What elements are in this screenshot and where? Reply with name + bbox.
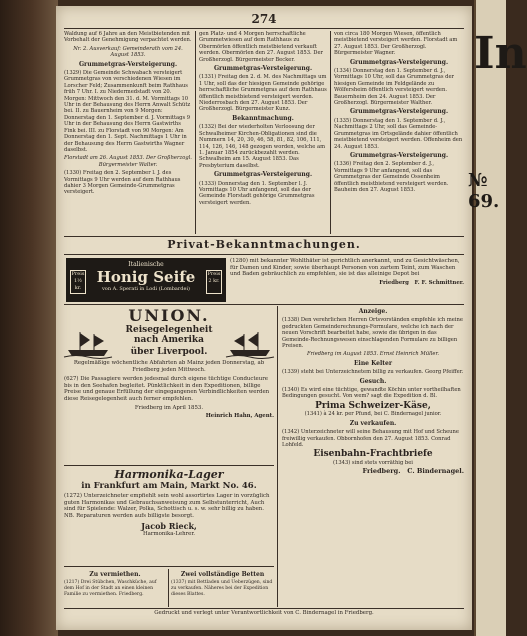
union-emigration-ad <box>64 306 274 464</box>
notice-text: (1332) Bei der wiederholten Verloosung der Schwalheimer Kirchen-Obligationen sind die Nummern 14, 20, 30, 46, 58, 81, 82, 106, 111, 114, 126, 146, 148 gezogen worden, welche am 1. Januar 1854 zurückbezahlt werden. Schwalheim am 15. August 1853. Das Presbyterium daselbst. <box>199 124 325 169</box>
notice-text: (1336) Freitag den 2. September d. J., Vormittags 9 Uhr anfangend, soll das Grummetgras der Gemeinde Ossenheim öffentlich meistbietend versteigert werden. Bauheim den 27. August 1853. <box>334 161 449 193</box>
section-rule <box>64 254 464 255</box>
harmonika-ad <box>64 468 274 538</box>
notice-text: (1334) Donnerstag den 1. September d. J., Vormittags 10 Uhr, soll das Grummetgras der hiesigen Gemeinde im Feldgelände zu Wölfersheim öffentlich versteigert werden. Bauernheim den 24. August 1853. Der Großherzogl. Bürgermeister Walther. <box>334 68 455 107</box>
private-announcements-banner: Privat-Bekanntmachungen. <box>167 238 361 251</box>
union-subtitle: Reisegelegenheit nach Amerika <box>125 325 213 345</box>
right-ads-column <box>282 306 464 607</box>
soap-origin: Italienische <box>128 261 164 268</box>
union-place: Friedberg im April 1853. <box>134 404 204 411</box>
column-divider <box>277 306 278 607</box>
harmonika-trade: Harmonika-Lehrer. <box>142 531 196 538</box>
notice-text: von circa 180 Morgen Wiesen, öffentlich meistbietend versteigert werden. Florstadt am 27. August 1853. Der Großherzogl. Bürgermeister Wagner. <box>334 31 458 57</box>
newspaper-page <box>56 6 472 630</box>
adjacent-page-issue-number: № 69. <box>468 170 500 212</box>
notice-text: (1333) Donnerstag den 1. September l. J. Vormittags 10 Uhr anfangend, soll das der Gemeinde Florstadt gehörige Grummetgras versteigert werden. <box>199 180 315 206</box>
printer-footer: Gedruckt und verlegt unter Verantwortlichkeit von C. Bindernagel in Friedberg. <box>154 610 374 616</box>
notice-text: Waldung auf 6 Jahre an den Meistbietenden mit Vorbehalt der Genehmigung verpachtet werden. <box>64 31 192 44</box>
section-rule <box>64 236 464 237</box>
cheese-heading: Prima Schweizer-Käse, <box>315 400 431 411</box>
union-text: (627) Die Passagiere werden jedesmal durch eigene tüchtige Conducteure bis in den Seehafen begleitet. Pünktlichkeit in den Expeditionen, billige Preise und genaue Erfüllung der eingegangenen Verbindlichkeiten werden diese Reisegelegenheit auch ferner empfehlen. <box>64 376 270 402</box>
notice-heading: Grummetgras-Versteigerung. <box>213 171 313 179</box>
notice-text: gen Platz- und 4 Morgen herrschaftliche Grummetwiesen auf dem Rathhaus zu Obermörlen öffentlich meistbietend verkauft werden. Obermörlen den 27. August 1853. Der Großherzogl. Bürgermeister Becker. <box>199 31 324 63</box>
ad-text: (1338) Den verehrlichen Herren Ortsvorständen empfehle ich meine gedruckten Gemeinderechnungs-Formulare, welche ich nach der neuen Vorschrift bearbeitet habe, sowie die übrigen in das Gemeinde-Rechnungswesen einschlagenden Formulare zu billigen Preisen. <box>282 317 463 350</box>
small-ad-text: (1217) Drei Stübchen, Waschküche, auf dem Hof in der Stadt an einen kleinen Familie zu vermiethen. Friedberg. <box>64 580 157 597</box>
honey-soap-ad-logo <box>66 258 226 302</box>
section-rule <box>64 465 274 466</box>
notice-heading: Grummetgras-Versteigerung. <box>349 151 449 159</box>
small-ad-heading: Zwei vollständige Betten <box>180 571 265 578</box>
union-route: über Liverpool. <box>130 347 208 357</box>
section-rule <box>64 304 464 305</box>
harmonika-seller: Jacob Rieck, <box>141 521 197 532</box>
ad-firm: F. F. Schmittner. <box>414 279 464 286</box>
adjacent-page <box>468 0 527 636</box>
harmonika-text: (1272) Unterzeichneter empfiehlt sein wohl assortirtes Lager in vorzüglich guten Harmonikas und Gebrauchsanweisung zum Selbstunterricht, Auch sind für Spielende: Walzer, Polka, Schottisch u. s. w. sehr billig zu haben. NB. Reparaturen werden aufs billigste besorgt. <box>64 493 270 519</box>
top-column-1 <box>64 31 192 234</box>
soap-name: Honig Seife <box>96 268 196 286</box>
union-title: UNION. <box>128 306 210 325</box>
harmonika-address: in Frankfurt am Main, Markt No. 46. <box>81 481 257 491</box>
column-divider <box>168 569 169 607</box>
small-ad-heading: Zu vermiethen. <box>89 571 141 578</box>
ad-text: (1340) Es wird eine tüchtige, gewandte Köchin unter vortheilhaften Bedingungen gesucht. Von wem? sagt die Expedition d. Bl. <box>282 387 461 400</box>
union-schedule: Regelmäßige wöchentliche Abfahrten ab Mainz jeden Donnerstag, ab Friedberg jeden Mittwoch. <box>73 360 265 373</box>
notice-heading: Grummetgras-Versteigerung. <box>349 108 449 116</box>
column-divider <box>195 31 196 234</box>
notice-heading: Grummetgras-Versteigerung. <box>349 58 449 66</box>
section-rule <box>64 566 274 567</box>
notice-heading: Grummetgras-Versteigerung. <box>213 65 313 73</box>
small-ad <box>64 569 166 607</box>
ad-place: Friedberg <box>379 279 409 286</box>
ad-text: (1339) steht bei Unterzeichnetem billig zu verkaufen. Georg Pfeiffer. <box>282 369 464 376</box>
footer-rule <box>64 608 464 609</box>
honey-soap-ad-text <box>230 258 464 302</box>
top-column-2 <box>199 31 327 234</box>
freight-heading: Eisenbahn-Frachtbriefe <box>313 449 433 460</box>
top-column-3 <box>334 31 464 234</box>
notice-signature: Florstadt am 26. August 1853. Der Großherzogl. Bürgermeister Walter. <box>64 155 192 168</box>
small-ad <box>171 569 274 607</box>
page-number: 274 <box>251 12 277 26</box>
ad-text: (1342) Unterzeichneter will seine Behausung mit Hof und Scheune freiwillig verkaufen. Obbornhofen den 27. August 1853. Conrad Lohfeld. <box>282 429 459 448</box>
notice-heading: Grummetgras-Versteigerung. <box>78 60 178 68</box>
adjacent-page-masthead: In <box>474 28 527 79</box>
freight-place: Friedberg. <box>362 467 401 476</box>
freight-text: (1343) sind stets vorräthig bei <box>333 459 413 466</box>
notice-text: (1329) Die Gemeinde Schwabach versteigert Grummetgras von verschiedenen Wiesen im Lorscher Feld; Zusammenkunft beim Rathhaus früh 7 Uhr. I. zu Niedermedstadt von 20. Morgen: Mittwoch den 31. d. M. Vormittags 10 Uhr in der Behausung des Herrn Anwalt Schütz bei. II. zu Bauernheim von 9 Morgen: Donnerstag den 1. September d. J. Vormittags 9 Uhr in der Behausung des Herrn Gastwirths Fink bei. III. zu Florstadt von 90 Morgen: Am Donnerstag den 1. Sept. Nachmittags 1 Uhr in der Behausung des Herrn Gastwirths Wagner daselbst. <box>64 70 191 153</box>
column-divider <box>330 31 331 234</box>
ad-heading: Zu verkaufen. <box>349 419 397 427</box>
ad-heading: Anzeige. <box>358 308 388 315</box>
notice-text: (1335) Donnerstag den 1. September d. J., Nachmittags 2 Uhr, soll das Gemeinde-Grummetgras im Ortsgelände dahier öffentlich meistbietend versteigert werden. Offenheim den 24. August 1853. <box>334 117 463 150</box>
ad-signature: Friedberg im August 1853. Ernst Heinrich Müller. <box>306 351 440 358</box>
price-badge: Preis 1½ kr. <box>70 270 86 294</box>
sailing-ship-icon <box>64 330 112 358</box>
soap-maker: von A. Sperati in Lodi (Lombardei) <box>101 286 191 292</box>
sailing-ship-icon <box>226 330 274 358</box>
freight-firm: C. Bindernagel. <box>407 467 464 476</box>
notice-signature: Nr. 2. Ausverkauf: Gemeinderath vom 24. August 1853. <box>73 45 183 59</box>
ad-heading: Gesuch. <box>359 377 387 385</box>
book-binding <box>0 0 58 636</box>
notice-text: (1330) Freitag den 2. September l. J. des Vormittags 9 Uhr werden auf dem Rathhaus dahier 3 Morgen Gemeinde-Grummetgras versteigert. <box>64 170 181 196</box>
notice-text: (1331) Freitag den 2. d. M. des Nachmittags um 1 Uhr, soll das der hiesigen Gemeinde gehörige herrschaftliche Grummetgras auf dem Rathhaus öffentlich meistbietend versteigert werden. Niederrosbach den 27. August 1853. Der Großherzogl. Bürgermeister Kunz. <box>199 74 327 113</box>
price-badge: Preis 2 kr. <box>206 270 222 294</box>
header-rule <box>64 28 464 29</box>
cheese-text: (1341) à 24 kr. per Pfund, bei C. Bindernagel junior. <box>304 411 442 418</box>
ad-heading: Eine Kelter <box>353 359 393 367</box>
small-ad-text: (1337) mit Bettladen und Ueberzügen, sind zu verkaufen. Näheres bei der Expedition dieses Blattes. <box>171 580 273 597</box>
harmonika-title: Harmonika-Lager <box>114 468 224 481</box>
union-agent: Heinrich Hahn, Agent. <box>205 413 274 420</box>
ad-text: (1280) mit bekannter Wohlthäter ist gerichtlich anerkannt, und zu Gesichtwäschen, für Damen und Kinder, sowie überhaupt Personen von zartem Teint, zum Waschen und Baden gebräuchlich zu empfehlen, sie ist das alleinige Depot bei <box>230 258 460 278</box>
notice-heading: Bekanntmachung. <box>232 114 294 122</box>
